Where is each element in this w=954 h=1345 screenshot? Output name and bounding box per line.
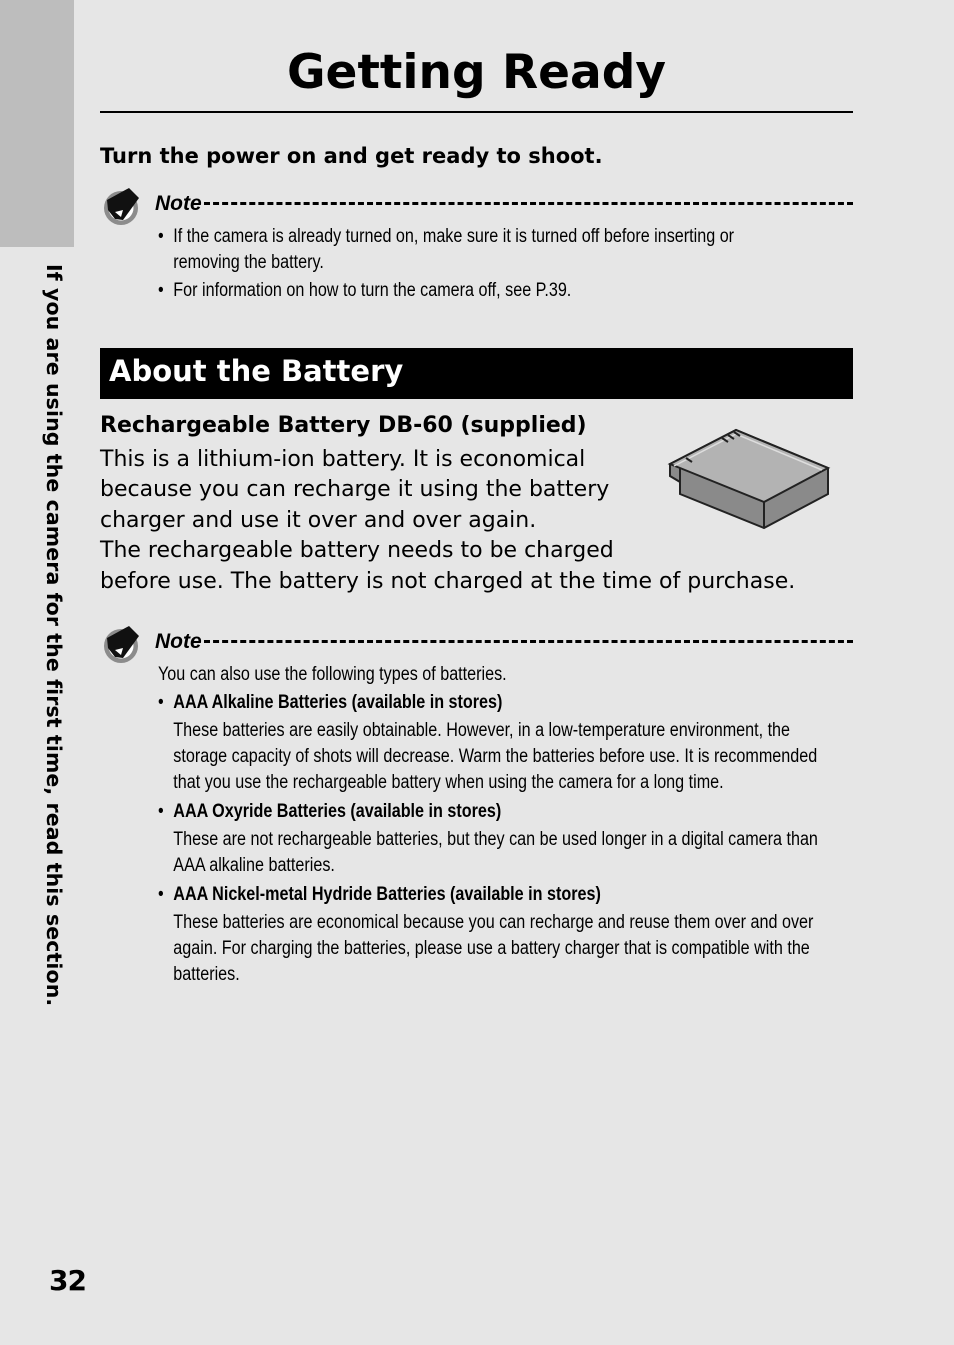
page-number: 32	[49, 1264, 86, 1297]
battery-line: because you can recharge it using the battery	[100, 477, 610, 503]
list-item	[158, 882, 830, 988]
battery-line: This is a lithium-ion battery. It is economical	[100, 447, 586, 472]
section-heading-bar	[100, 348, 853, 399]
note-pencil-icon	[101, 624, 141, 666]
list-item-body: These are not rechargeable batteries, but they can be used longer in a digital camera than AAA alkaline batteries.	[173, 829, 818, 876]
note-dash-rule	[204, 640, 853, 643]
list-item	[158, 799, 830, 879]
note2-list	[158, 690, 830, 988]
page-title: Getting Ready	[286, 45, 667, 100]
lead-text: Turn the power on and get ready to shoot.	[100, 144, 603, 168]
note2-intro: You can also use the following types of batteries.	[158, 664, 507, 685]
list-item: • For information on how to turn the camera off, see P.39.	[158, 278, 783, 304]
list-item-body: These batteries are economical because you can recharge and reuse them over and over again. For charging the batteries, please use a battery charger that is compatible with the batteries.	[173, 912, 814, 985]
note-dash-rule	[204, 202, 853, 205]
note-pencil-icon	[101, 186, 141, 228]
list-item-title: • AAA Oxyride Batteries (available in stores)	[173, 801, 502, 822]
note1-list	[158, 224, 783, 304]
side-tab	[0, 0, 74, 247]
side-vertical-text: If you are using the camera for the first time, read this section.	[42, 264, 66, 1007]
note-header	[101, 624, 853, 666]
list-item	[158, 690, 830, 796]
battery-line: before use. The battery is not charged at the time of purchase.	[100, 568, 796, 594]
list-item: • If the camera is already turned on, make sure it is turned off before inserting or removing the battery.	[158, 224, 783, 276]
battery-line: The rechargeable battery needs to be charged	[100, 538, 614, 564]
list-item-title: • AAA Nickel-metal Hydride Batteries (available in stores)	[173, 884, 601, 905]
note-label: Note	[155, 192, 202, 215]
title-rule	[100, 111, 853, 113]
battery-title: Rechargeable Battery DB-60 (supplied)	[100, 413, 587, 438]
list-item-body: These batteries are easily obtainable. However, in a low-temperature environment, the storage capacity of shots will decrease. Warm the batteries before use. It is recommended that you use the rechargeable battery when using the camera for a long time.	[173, 720, 818, 793]
section-heading: About the Battery	[109, 354, 404, 388]
battery-pack-image	[664, 424, 834, 532]
list-item-title: • AAA Alkaline Batteries (available in stores)	[173, 692, 503, 713]
note-header	[101, 186, 853, 228]
battery-line: charger and use it over and over again.	[100, 507, 537, 533]
note-label: Note	[155, 630, 202, 653]
